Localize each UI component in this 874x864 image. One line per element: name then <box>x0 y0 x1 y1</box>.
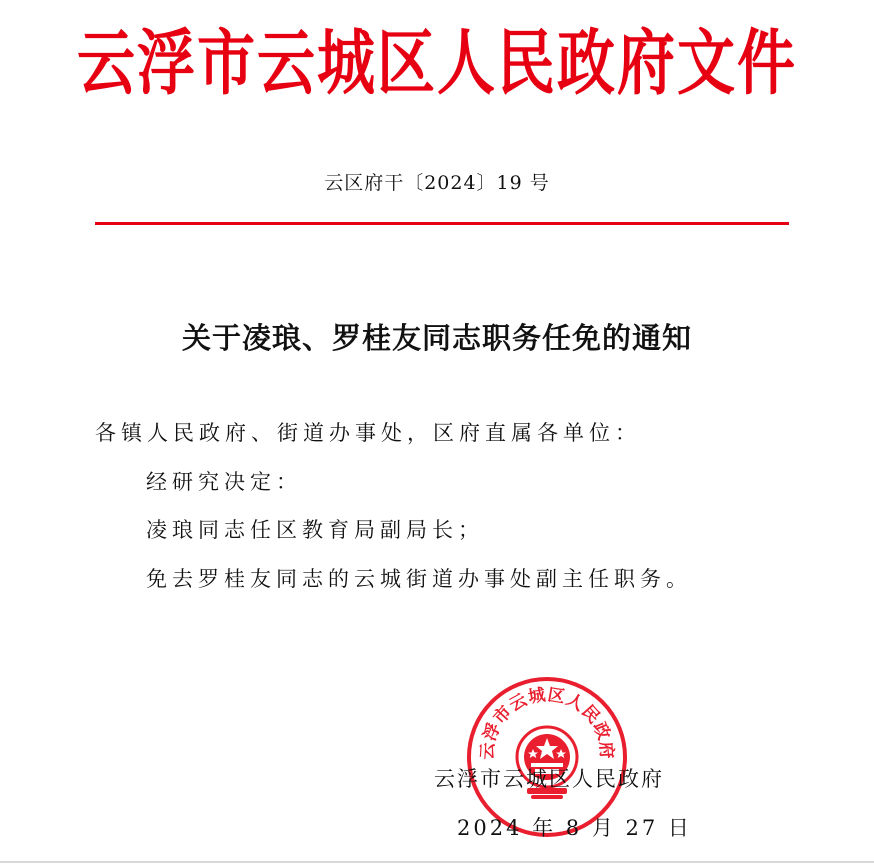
addressee: 各镇人民政府、街道办事处，区府直属各单位： <box>95 421 641 445</box>
removal-line: 免去罗桂友同志的云城街道办事处副主任职务。 <box>146 567 692 591</box>
appointment-line: 凌琅同志任区教育局副局长； <box>146 518 484 542</box>
decision-intro: 经研究决定： <box>146 470 302 494</box>
notice-subject: 关于凌琅、罗桂友同志职务任免的通知 <box>181 321 692 355</box>
document-header-title: 云浮市云城区人民政府文件 <box>76 21 797 105</box>
header-divider <box>95 222 789 225</box>
seal-text: 云浮市云城区人民政府 <box>477 685 617 761</box>
issue-date: 2024 年 8 月 27 日 <box>457 816 692 840</box>
page-bottom-edge <box>0 861 874 863</box>
document-number: 云区府干〔2024〕19 号 <box>324 172 550 194</box>
issuer-name: 云浮市云城区人民政府 <box>434 767 664 791</box>
